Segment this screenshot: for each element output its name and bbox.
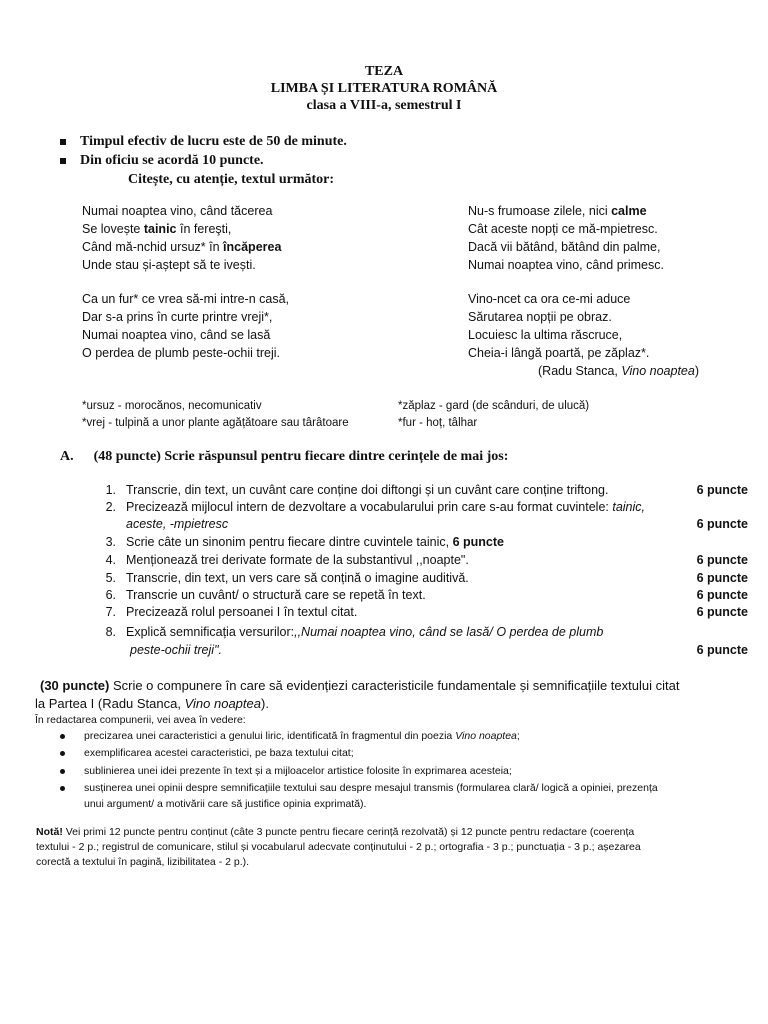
poem-attribution: (Radu Stanca, Vino noaptea) xyxy=(538,364,700,378)
round-bullet-icon xyxy=(60,751,65,756)
points-label: 6 puncte xyxy=(696,571,748,585)
poem-line: O perdea de plumb peste-ochii treji. xyxy=(82,346,281,360)
poem-line: Locuiesc la ultima răscruce, xyxy=(468,328,623,342)
grading-note: Notă! Vei primi 12 puncte pentru conținut (câte 3 puncte pentru fiecare cerință rezolvată) și 12 puncte pentru redactare (coerența textului - 2 p.; registrul de comunicare, stilul și vocabularul adecvate conținutului - 2 p.; ortografia - 3 p.; punctuația - 3 p.; așezarea corectă a textului în pagină, lizibilitatea - 2 p.). xyxy=(36,826,641,868)
square-bullet-icon xyxy=(60,139,66,145)
glossary-entry: *zăplaz - gard (de scânduri, de ulucă) xyxy=(398,400,590,412)
points-label: 6 puncte xyxy=(696,643,748,657)
glossary-right xyxy=(398,398,589,432)
poem-line: Numai noaptea vino, când se lasă xyxy=(82,328,271,342)
round-bullet-icon xyxy=(60,769,65,774)
poem-line: Unde stau și-aștept să te ivești. xyxy=(82,258,256,272)
poem-line: Ca un fur* ce vrea să-mi intre-n casă, xyxy=(82,292,290,306)
poem-line: Cheia-i lângă poartă, pe zăplaz*. xyxy=(468,346,650,360)
poem-line: Se lovește tainic în fereşti, xyxy=(82,222,232,236)
question-4: 4. Menționează trei derivate formate de la substantivul ,,noapte". 6 puncte xyxy=(105,553,748,567)
poem-line: Nu-s frumoase zilele, nici calme xyxy=(468,204,647,218)
glossary-entry: *fur - hoț, tâlhar xyxy=(398,417,478,429)
round-bullet-icon xyxy=(60,734,65,739)
poem-line: Dacă vii bătând, bătând din palme, xyxy=(468,240,661,254)
instruction-bonus: Din oficiu se acordă 10 puncte. xyxy=(60,153,264,169)
question-3: 3. Scrie câte un sinonim pentru fiecare dintre cuvintele tainic, 6 puncte xyxy=(105,535,504,549)
square-bullet-icon xyxy=(60,158,66,164)
points-label: 6 puncte xyxy=(696,517,748,531)
poem-stanza-2 xyxy=(82,290,289,362)
poem-line: Numai noaptea vino, când primesc. xyxy=(468,258,664,272)
question-1: 1. Transcrie, din text, un cuvânt care conține doi diftongi și un cuvânt care conține triftong. 6 puncte xyxy=(105,483,748,497)
poem-line: Vino-ncet ca ora ce-mi aduce xyxy=(468,292,631,306)
grade-title: clasa a VIII-a, semestrul I xyxy=(306,98,462,113)
page-title: TEZA xyxy=(364,64,404,79)
glossary-left xyxy=(82,398,349,432)
poem-stanza-4 xyxy=(468,290,649,362)
points-label: 6 puncte xyxy=(696,483,748,497)
points-label: 6 puncte xyxy=(696,588,748,602)
poem-stanza-3 xyxy=(468,202,664,274)
poem-line: Cât aceste nopți ce mă-mpietresc. xyxy=(468,222,658,236)
poem-line: Numai noaptea vino, când tăcerea xyxy=(82,204,273,218)
question-2: 2. Precizează mijlocul intern de dezvoltare a vocabularului prin care s-au format cuvintele: tainic, aceste, -mpietresc 6 puncte xyxy=(105,500,748,531)
poem-line: Sărutarea nopții pe obraz. xyxy=(468,310,612,324)
section-b-intro: În redactarea compunerii, vei avea în vedere: xyxy=(35,714,246,726)
points-label: 6 puncte xyxy=(696,605,748,619)
section-a-heading: A. (48 puncte) Scrie răspunsul pentru fiecare dintre cerințele de mai jos: xyxy=(60,449,509,464)
question-8: 8. Explică semnificația versurilor:,,Numai noaptea vino, când se lasă/ O perdea de plumb peste-ochii treji". 6 puncte xyxy=(105,625,748,657)
glossary-entry: *ursuz - morocănos, necomunicativ xyxy=(82,400,262,412)
round-bullet-icon xyxy=(60,786,65,791)
question-5: 5. Transcrie, din text, un vers care să conțină o imagine auditivă. 6 puncte xyxy=(105,571,748,585)
poem-line: Când mă-nchid ursuz* în încăperea xyxy=(82,240,282,254)
glossary-entry: *vrej - tulpină a unor plante agățătoare sau târâtoare xyxy=(82,417,349,429)
instruction-time: Timpul efectiv de lucru este de 50 de minute. xyxy=(60,134,347,150)
question-6: 6. Transcrie un cuvânt/ o structură care se repetă în text. 6 puncte xyxy=(105,588,748,602)
subject-title: LIMBA ȘI LITERATURA ROMÂNĂ xyxy=(270,81,498,96)
poem-stanza-1 xyxy=(82,202,281,274)
poem-line: Dar s-a prins în curte printre vreji*, xyxy=(82,310,273,324)
section-b-prompt: (30 puncte) Scrie o compunere în care să evidențiezi caracteristicile fundamentale și semnificațiile textului citat la Partea I (Radu Stanca, Vino noaptea). xyxy=(35,678,680,711)
points-label: 6 puncte xyxy=(696,553,748,567)
instruction-read: Citește, cu atenție, textul următor: xyxy=(128,172,335,187)
question-7: 7. Precizează rolul persoanei I în textul citat. 6 puncte xyxy=(105,605,748,619)
